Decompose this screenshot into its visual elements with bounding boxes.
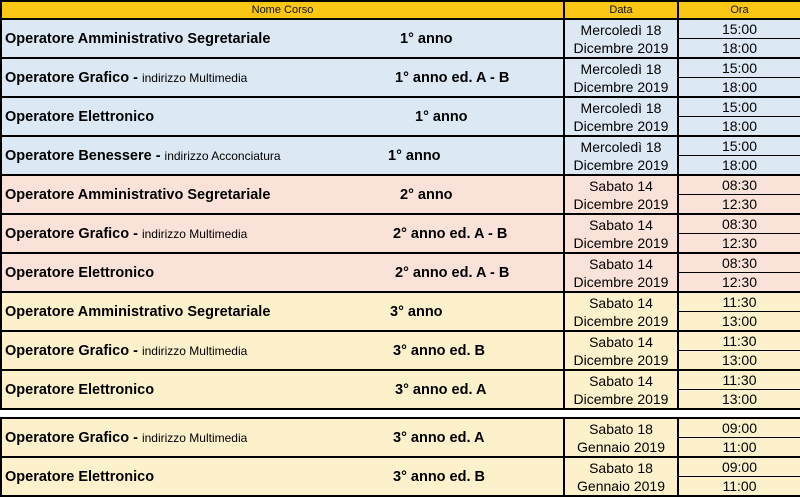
course-year: 1° anno bbox=[400, 30, 453, 47]
date-month: Dicembre 2019 bbox=[573, 273, 669, 290]
time-start: 11:30 bbox=[679, 371, 800, 390]
date-month: Gennaio 2019 bbox=[577, 477, 665, 494]
date-day: Sabato 14 bbox=[589, 216, 653, 233]
time-cell bbox=[678, 253, 800, 292]
time-start: 15:00 bbox=[679, 137, 800, 156]
course-cell bbox=[1, 457, 564, 496]
time-start: 11:30 bbox=[679, 332, 800, 351]
course-name: Operatore Amministrativo Segretariale bbox=[5, 303, 271, 320]
course-name: Operatore Grafico - bbox=[5, 342, 138, 359]
time-cell bbox=[678, 457, 800, 496]
time-end: 13:00 bbox=[721, 352, 758, 368]
course-name: Operatore Elettronico bbox=[5, 381, 155, 398]
time-end: 12:30 bbox=[721, 196, 758, 212]
date-cell bbox=[564, 214, 678, 253]
course-year: 1° anno bbox=[388, 147, 441, 164]
date-day: Sabato 18 bbox=[589, 420, 653, 437]
time-cell bbox=[678, 19, 800, 58]
course-cell bbox=[1, 136, 564, 175]
date-month: Dicembre 2019 bbox=[573, 117, 669, 134]
date-month: Dicembre 2019 bbox=[573, 234, 669, 251]
course-year: 2° anno ed. A - B bbox=[395, 264, 510, 281]
course-row bbox=[1, 292, 800, 331]
course-row bbox=[1, 58, 800, 97]
course-year: 2° anno ed. A - B bbox=[393, 225, 508, 242]
time-start: 11:30 bbox=[679, 293, 800, 312]
header-date: Data bbox=[564, 1, 678, 19]
date-month: Dicembre 2019 bbox=[573, 195, 669, 212]
time-cell bbox=[678, 292, 800, 331]
time-cell bbox=[678, 214, 800, 253]
time-cell bbox=[678, 418, 800, 457]
time-cell bbox=[678, 97, 800, 136]
course-name: Operatore Elettronico bbox=[5, 108, 155, 125]
date-day: Mercoledì 18 bbox=[580, 60, 662, 77]
course-row bbox=[1, 97, 800, 136]
time-start: 08:30 bbox=[679, 176, 800, 195]
course-year: 3° anno ed. B bbox=[393, 468, 486, 485]
time-end: 12:30 bbox=[721, 235, 758, 251]
course-row bbox=[1, 370, 800, 409]
course-cell bbox=[1, 97, 564, 136]
date-cell bbox=[564, 418, 678, 457]
time-cell bbox=[678, 58, 800, 97]
time-end: 18:00 bbox=[721, 118, 758, 134]
course-cell bbox=[1, 418, 564, 457]
date-day: Sabato 14 bbox=[589, 177, 653, 194]
date-cell bbox=[564, 331, 678, 370]
course-year: 1° anno ed. A - B bbox=[395, 69, 510, 86]
date-month: Dicembre 2019 bbox=[573, 351, 669, 368]
schedule-table-2 bbox=[0, 417, 800, 497]
time-start: 08:30 bbox=[679, 215, 800, 234]
course-cell bbox=[1, 292, 564, 331]
course-cell bbox=[1, 175, 564, 214]
course-row bbox=[1, 175, 800, 214]
time-end: 18:00 bbox=[721, 79, 758, 95]
course-name: Operatore Elettronico bbox=[5, 264, 155, 281]
time-end: 18:00 bbox=[721, 40, 758, 56]
date-day: Mercoledì 18 bbox=[580, 99, 662, 116]
time-end: 12:30 bbox=[721, 274, 758, 290]
course-row bbox=[1, 253, 800, 292]
time-cell bbox=[678, 370, 800, 409]
date-day: Sabato 14 bbox=[589, 333, 653, 350]
course-name: Operatore Grafico - bbox=[5, 429, 138, 446]
course-row bbox=[1, 331, 800, 370]
course-cell bbox=[1, 253, 564, 292]
course-year: 3° anno ed. B bbox=[393, 342, 486, 359]
course-name: Operatore Elettronico bbox=[5, 468, 155, 485]
course-name: Operatore Amministrativo Segretariale bbox=[5, 30, 271, 47]
course-row bbox=[1, 136, 800, 175]
time-cell bbox=[678, 175, 800, 214]
course-cell bbox=[1, 214, 564, 253]
date-cell bbox=[564, 19, 678, 58]
time-end: 18:00 bbox=[721, 157, 758, 173]
time-start: 08:30 bbox=[679, 254, 800, 273]
date-cell bbox=[564, 370, 678, 409]
header-course: Nome Corso bbox=[1, 1, 564, 19]
date-day: Sabato 18 bbox=[589, 459, 653, 476]
time-cell bbox=[678, 136, 800, 175]
course-subtitle: indirizzo Acconciatura bbox=[164, 148, 281, 163]
course-cell bbox=[1, 331, 564, 370]
date-day: Mercoledì 18 bbox=[580, 138, 662, 155]
course-year: 3° anno ed. A bbox=[393, 429, 485, 446]
course-row bbox=[1, 418, 800, 457]
course-row bbox=[1, 214, 800, 253]
course-cell bbox=[1, 58, 564, 97]
time-start: 09:00 bbox=[679, 458, 800, 477]
course-cell bbox=[1, 19, 564, 58]
course-subtitle: indirizzo Multimedia bbox=[141, 430, 248, 445]
course-cell bbox=[1, 370, 564, 409]
date-month: Dicembre 2019 bbox=[573, 390, 669, 407]
time-end: 11:00 bbox=[722, 439, 757, 455]
date-cell bbox=[564, 136, 678, 175]
date-month: Dicembre 2019 bbox=[573, 39, 669, 56]
date-day: Sabato 14 bbox=[589, 372, 653, 389]
course-name: Operatore Grafico - bbox=[5, 69, 138, 86]
date-cell bbox=[564, 292, 678, 331]
date-cell bbox=[564, 457, 678, 496]
date-month: Dicembre 2019 bbox=[573, 156, 669, 173]
course-row bbox=[1, 457, 800, 496]
time-cell bbox=[678, 331, 800, 370]
date-day: Mercoledì 18 bbox=[580, 21, 662, 38]
course-row bbox=[1, 19, 800, 58]
time-end: 13:00 bbox=[721, 391, 758, 407]
course-subtitle: indirizzo Multimedia bbox=[141, 226, 248, 241]
course-subtitle: indirizzo Multimedia bbox=[141, 70, 248, 85]
course-name: Operatore Grafico - bbox=[5, 225, 138, 242]
header-time: Ora bbox=[678, 1, 800, 19]
course-subtitle: indirizzo Multimedia bbox=[141, 343, 248, 358]
course-year: 2° anno bbox=[400, 186, 453, 203]
date-day: Sabato 14 bbox=[589, 294, 653, 311]
time-end: 11:00 bbox=[722, 478, 757, 494]
date-month: Gennaio 2019 bbox=[577, 438, 665, 455]
time-end: 13:00 bbox=[721, 313, 758, 329]
course-name: Operatore Benessere - bbox=[5, 147, 161, 164]
date-cell bbox=[564, 253, 678, 292]
date-day: Sabato 14 bbox=[589, 255, 653, 272]
date-cell bbox=[564, 58, 678, 97]
date-cell bbox=[564, 97, 678, 136]
date-month: Dicembre 2019 bbox=[573, 78, 669, 95]
header-row bbox=[1, 1, 800, 19]
course-year: 3° anno ed. A bbox=[395, 381, 487, 398]
time-start: 15:00 bbox=[679, 98, 800, 117]
time-start: 09:00 bbox=[679, 419, 800, 438]
time-start: 15:00 bbox=[679, 20, 800, 39]
time-start: 15:00 bbox=[679, 59, 800, 78]
course-year: 1° anno bbox=[415, 108, 468, 125]
course-name: Operatore Amministrativo Segretariale bbox=[5, 186, 271, 203]
date-cell bbox=[564, 175, 678, 214]
course-year: 3° anno bbox=[390, 303, 443, 320]
date-month: Dicembre 2019 bbox=[573, 312, 669, 329]
